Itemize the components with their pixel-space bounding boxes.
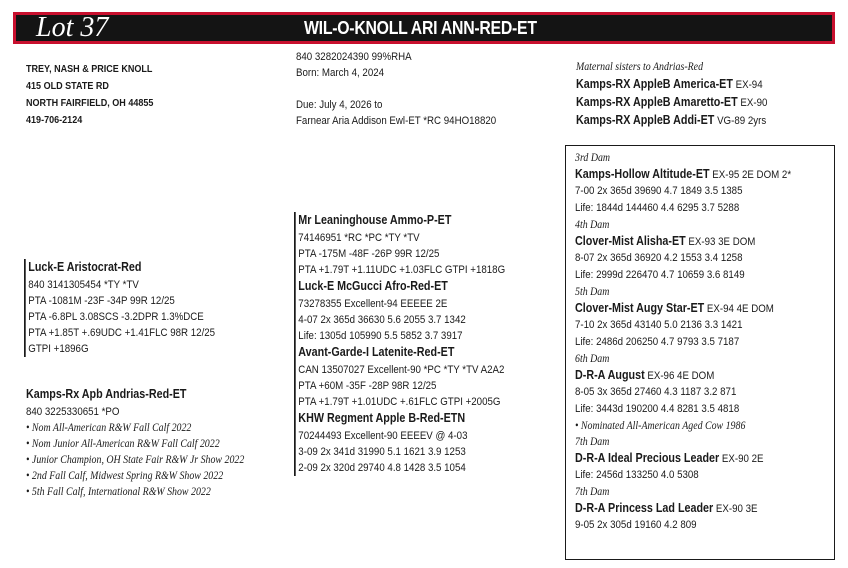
dam-record: Life: 1844d 144460 4.4 6295 3.7 5288 [575,202,740,214]
pedigree-line: PTA +1.79T +1.01UDC +.61FLC GTPI +2005G [298,396,501,408]
dam-record: 9-05 2x 305d 19160 4.2 809 [575,519,697,531]
lot-header-bar [13,12,835,44]
sire-line: PTA -1081M -23F -34P 99R 12/25 [28,295,175,307]
sire-line: GTPI +1896G [28,343,89,355]
pedigree-line: PTA +60M -35F -28P 98R 12/25 [298,380,437,392]
dam-honor: • Junior Champion, OH State Fair R&W Jr Show 2022 [26,454,245,466]
pedigree-name: Avant-Garde-I Latenite-Red-ET [298,345,455,359]
dam-entry: Clover-Mist Alisha-ET EX-93 3E DOM [575,234,756,248]
pedigree-name: Mr Leaninghouse Ammo-P-ET [298,213,452,227]
dam-entry: D-R-A August EX-96 4E DOM [575,368,715,382]
maternal-sister-item: Kamps-RX AppleB Addi-ET VG-89 2yrs [576,113,767,127]
dam-record: 8-07 2x 365d 36920 4.2 1553 3.4 1258 [575,252,743,264]
dam-note: • Nominated All-American Aged Cow 1986 [575,420,746,432]
maternal-sisters-heading: Maternal sisters to Andrias-Red [576,61,704,73]
pedigree-line: Life: 1305d 105990 5.5 5852 3.7 3917 [298,330,463,342]
pedigree-line: 2-09 2x 320d 29740 4.8 1428 3.5 1054 [298,462,466,474]
dam-honor: • 2nd Fall Calf, Midwest Spring R&W Show 2022 [26,470,224,482]
pedigree-line: 4-07 2x 365d 36630 5.6 2055 3.7 1342 [298,314,466,326]
dam-name: Kamps-Rx Apb Andrias-Red-ET [26,387,187,401]
maternal-sister-item: Kamps-RX AppleB America-ET EX-94 [576,77,763,91]
pedigree-middle [294,212,505,476]
dam-entry: D-R-A Princess Lad Leader EX-90 3E [575,501,758,515]
owner-name: TREY, NASH & PRICE KNOLL [26,63,153,75]
dam-block [26,386,244,500]
pedigree-line: 73278355 Excellent-94 EEEEE 2E [298,298,448,310]
animal-info [296,49,496,129]
dam-entry: D-R-A Ideal Precious Leader EX-90 2E [575,451,764,465]
dam-entry: Clover-Mist Augy Star-ET EX-94 4E DOM [575,301,774,315]
animal-title: WIL-O-KNOLL ARI ANN-RED-ET [304,18,537,38]
pedigree-line: 70244493 Excellent-90 EEEEV @ 4-03 [298,430,468,442]
due-date: Due: July 4, 2026 to [296,99,383,111]
pedigree-name: Luck-E McGucci Afro-Red-ET [298,279,448,293]
dam-record: 7-10 2x 365d 43140 5.0 2136 3.3 1421 [575,319,743,331]
dam-honor: • 5th Fall Calf, International R&W Show 2022 [26,486,211,498]
dam-generation-label: 7th Dam [575,436,610,448]
birth-date: Born: March 4, 2024 [296,67,385,79]
dam-record: Life: 2456d 133250 4.0 5308 [575,469,699,481]
dam-generation-label: 7th Dam [575,486,610,498]
sire-line: PTA +1.85T +.69UDC +1.41FLC 98R 12/25 [28,327,216,339]
dam-generation-label: 3rd Dam [575,152,611,164]
owner-address2: NORTH FAIRFIELD, OH 44855 [26,97,154,109]
sire-line: 840 3141305454 *TY *TV [28,279,139,291]
dam-record: Life: 3443d 190200 4.4 8281 3.5 4818 [575,403,740,415]
maternal-sisters [576,59,767,130]
dam-lineage [575,150,791,534]
dam-honor: • Nom All-American R&W Fall Calf 2022 [26,422,192,434]
dam-honor: • Nom Junior All-American R&W Fall Calf 2022 [26,438,220,450]
dam-record: 7-00 2x 365d 39690 4.7 1849 3.5 1385 [575,185,743,197]
lot-number: Lot 37 [36,12,109,43]
pedigree-line: 3-09 2x 341d 31990 5.1 1621 3.9 1253 [298,446,466,458]
dam-generation-label: 6th Dam [575,353,610,365]
sire-line: PTA -6.8PL 3.08SCS -3.2DPR 1.3%DCE [28,311,204,323]
service-sire: Farnear Aria Addison Ewl-ET *RC 94HO18820 [296,115,497,127]
owner-phone: 419-706-2124 [26,114,83,126]
dam-registration: 840 3225330651 *PO [26,406,120,418]
owner-address1: 415 OLD STATE RD [26,80,109,92]
dam-record: 8-05 3x 365d 27460 4.3 1187 3.2 871 [575,386,737,398]
owner-block [26,61,153,129]
sire-name: Luck-E Aristocrat-Red [28,260,142,274]
registration-line: 840 3282024390 99%RHA [296,51,412,63]
dam-generation-label: 5th Dam [575,286,610,298]
dam-generation-label: 4th Dam [575,219,610,231]
pedigree-line: 74146951 *RC *PC *TY *TV [298,232,420,244]
dam-record: Life: 2486d 206250 4.7 9793 3.5 7187 [575,336,740,348]
dam-record: Life: 2999d 226470 4.7 10659 3.6 8149 [575,269,745,281]
pedigree-line: CAN 13507027 Excellent-90 *PC *TY *TV A2A2 [298,364,505,376]
maternal-sister-item: Kamps-RX AppleB Amaretto-ET EX-90 [576,95,768,109]
dam-entry: Kamps-Hollow Altitude-ET EX-95 2E DOM 2* [575,167,792,181]
pedigree-line: PTA -175M -48F -26P 99R 12/25 [298,248,440,260]
pedigree-line: PTA +1.79T +1.11UDC +1.03FLC GTPI +1818G [298,264,506,276]
pedigree-name: KHW Regment Apple B-Red-ETN [298,411,466,425]
sire-block [24,259,215,357]
